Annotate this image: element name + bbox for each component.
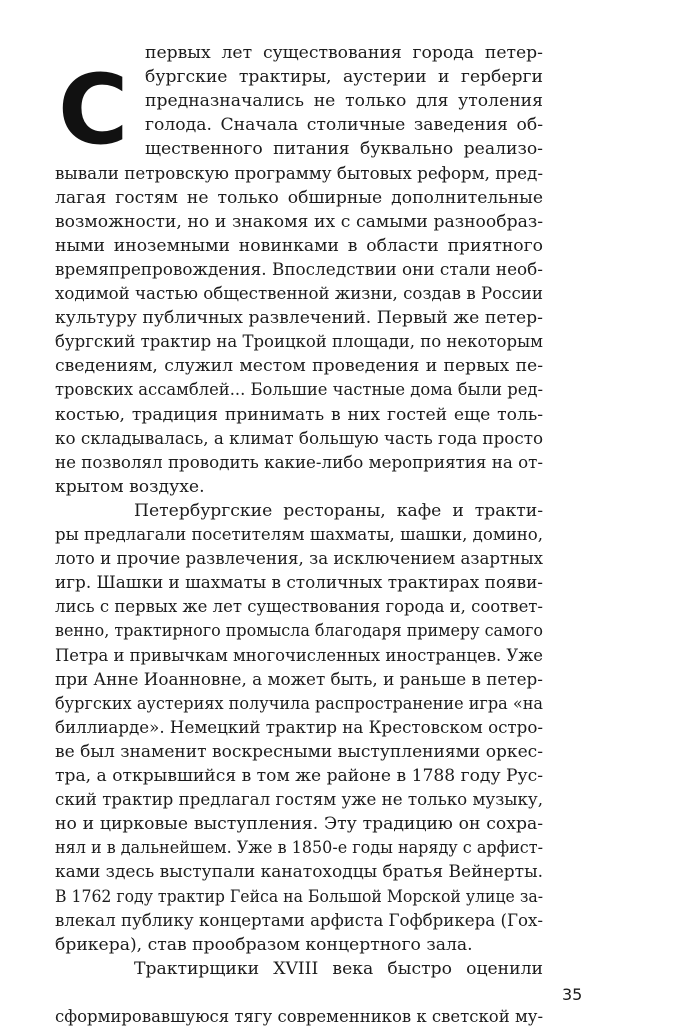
text-line: тровских ассамблей... Большие частные дома были ред- xyxy=(55,380,543,401)
text-line: бургский трактир на Троицкой площади, по некоторым xyxy=(55,332,544,353)
text-line: бургские трактиры, аустерии и герберги xyxy=(145,67,544,88)
text-line: влекал публику концертами арфиста Гофбрикера (Гох- xyxy=(55,910,543,931)
text-line: тра, а открывшийся в том же районе в 1788 году Рус- xyxy=(55,766,543,786)
text-line: нял и в дальнейшем. Уже в 1850-е годы наряду с арфист- xyxy=(55,838,543,859)
text-line: первых лет существования города петер- xyxy=(145,43,543,63)
text-line: возможности, но и знакомя их с самыми разнообраз- xyxy=(55,211,543,232)
text-line: но и цирковые выступления. Эту традицию он сохра- xyxy=(55,814,544,835)
text-line: лись с первых же лет существования города и, соответ- xyxy=(55,597,543,618)
text-line: времяпрепровождения. Впоследствии они стали необ- xyxy=(55,259,543,280)
text-line: щественного питания буквально реализо- xyxy=(145,139,543,160)
text-line: Петра и привычкам многочисленных иностранцев. Уже xyxy=(55,645,543,666)
text-line: ве был знаменит воскресными выступлениями оркес- xyxy=(55,741,543,762)
text-line: биллиарде». Немецкий трактир на Крестовском остро- xyxy=(55,717,543,738)
text-line: сформировавшуюся тягу современников к светской му- xyxy=(55,1007,544,1027)
text-line: голода. Сначала столичные заведения об- xyxy=(145,115,544,136)
text-line: бургских аустериях получила распространение игра «на xyxy=(55,693,544,714)
text-line: ко складывалась, а климат большую часть года просто xyxy=(55,428,544,449)
text-line: ными иноземными новинками в области приятного xyxy=(55,235,544,256)
text-line: Трактирщики XVIII века быстро оценили xyxy=(134,958,543,979)
text-line: ходимой частью общественной жизни, создав в России xyxy=(55,284,543,304)
text-line: предназначались не только для утоления xyxy=(145,91,543,112)
text-line: Петербургские рестораны, кафе и тракти- xyxy=(134,500,544,521)
text-line: ский трактир предлагал гостям уже не только музыку, xyxy=(55,790,544,811)
text-line: культуру публичных развлечений. Первый же петер- xyxy=(55,308,543,329)
text-line: В 1762 году трактир Гейса на Большой Морской улице за- xyxy=(55,886,544,907)
text-line: ры предлагали посетителям шахматы, шашки, домино, xyxy=(55,525,544,545)
text-line: при Анне Иоанновне, а может быть, и раньше в петер- xyxy=(55,669,543,690)
text-line: брикера), став прообразом концертного зала. xyxy=(55,934,473,955)
text-line: крытом воздухе. xyxy=(55,476,205,497)
text-line: сведениям, служил местом проведения и первых пе- xyxy=(55,356,544,377)
text-line: костью, традиция принимать в них гостей еще толь- xyxy=(55,404,544,425)
text-line: игр. Шашки и шахматы в столичных трактирах появи- xyxy=(55,573,543,594)
page-number: 35 xyxy=(562,984,583,1004)
drop-cap-letter: С xyxy=(58,54,127,167)
text-line: вывали петровскую программу бытовых реформ, пред- xyxy=(55,163,544,184)
text-line: лото и прочие развлечения, за исключением азартных xyxy=(55,549,544,570)
text-line: венно, трактирного промысла благодаря примеру самого xyxy=(55,621,544,642)
text-line: лагая гостям не только обширные дополнительные xyxy=(55,187,543,208)
text-line: не позволял проводить какие-либо мероприятия на от- xyxy=(55,452,544,473)
text-line: ками здесь выступали канатоходцы братья Вейнерты. xyxy=(55,862,543,883)
